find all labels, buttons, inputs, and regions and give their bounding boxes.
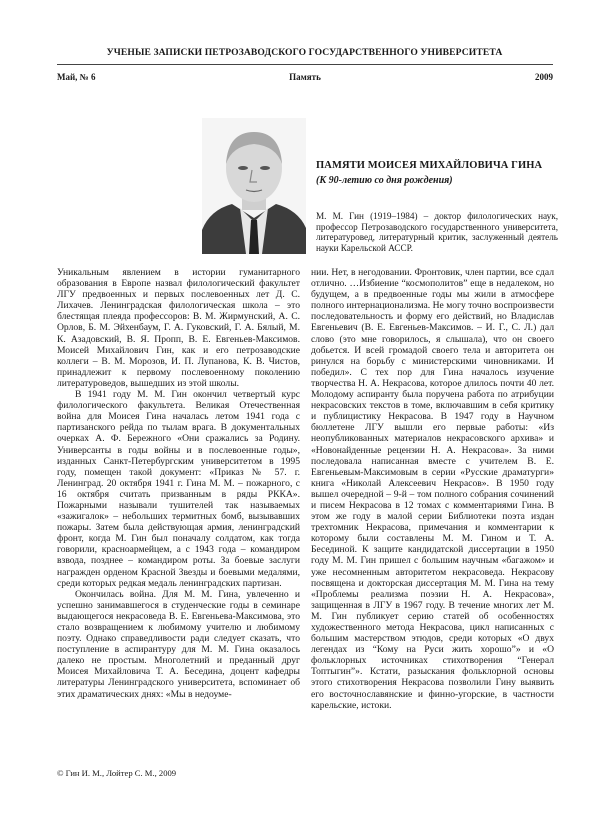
portrait-photo: [202, 118, 306, 254]
paragraph: В 1941 году М. М. Гин окончил четвертый курс филологического факультета. Великая Отечественная война для Моисея Гина началась летом 1941 года с партизанского рейда по тылам врага. В документальных очерках А. Ф. Бережного «Они сражались за Родину. Универсанты в годы войны и в послевоенные годы», изданных Санкт-Петербургским университетом в 1995 году, помещен такой документ: «Приказ № 57. г. Ленинград. 20 октября 1941 г. Гина М. М. – пожарного, с 16 октября считать призванным в ряды РККА». Пожарными называли тушителей так называемых «зажигалок» – небольших термитных бомб, вызывавших пожары. Затем была действующая армия, ленинградский фронт, когда М. Гин был поначалу солдатом, как тогда говорили, красноармейцем, а с 1943 года – командиром взвода, позднее – командиром роты. За боевые заслуги награжден орденом Красной Звезды и боевыми медалями, среди которых редкая медаль ленинградских партизан.: [57, 389, 300, 589]
issue-label: Май, № 6: [57, 72, 96, 82]
paragraph: Окончилась война. Для М. М. Гина, увлеченно и успешно занимавшегося в студенческие годы в семинаре выдающегося некрасоведа В. Е. Евгеньева-Максимова, это стало возвращением к любимому учителю и любимому поэту. Однако справедливости ради следует сказать, что поступление в аспирантуру для М. М. Гина оказалось далеко не простым. Многолетний и преданный друг Моисея Михайловича Т. А. Беседина, доцент кафедры литературы Ленинградского университета, вспоминает об этих драматических днях: «Мы в недоуме-: [57, 588, 300, 700]
article-title: ПАМЯТИ МОИСЕЯ МИХАЙЛОВИЧА ГИНА: [316, 160, 543, 171]
left-column: [57, 267, 300, 700]
copyright-note: © Гин И. М., Лойтер С. М., 2009: [57, 768, 177, 778]
article-subtitle: (К 90-летию со дня рождения): [316, 175, 453, 186]
paragraph: Уникальным явлением в истории гуманитарного образования в Европе назвал филологический факультет ЛГУ предвоенных и первых послевоенных лет Д. С. Лихачев. Ленинградская филологическая школа – это блестящая плеяда профессоров: В. М. Жирмунский, А. С. Орлов, Б. М. Эйхенбаум, Г. А. Гуковский, Г. А. Бялый, М. К. Азадовский, В. Я. Пропп, В. Е. Евгеньев-Максимов. Моисей Михайлович Гин, как и его петрозаводские коллеги – В. М. Морозов, И. П. Лупанова, К. В. Чистов, принадлежит к первому послевоенному поколению литературоведов, вышедших из этой школы.: [57, 267, 300, 389]
article-abstract: М. М. Гин (1919–1984) – доктор филологических наук, профессор Петрозаводского государственного университета, литературовед, литературный критик, заслуженный деятель науки Карельской АССР.: [316, 211, 558, 253]
year-label: 2009: [535, 72, 553, 82]
right-column: [311, 267, 554, 711]
portrait-icon: [202, 118, 306, 254]
header-rule: [57, 64, 553, 65]
section-label: Память: [289, 72, 321, 82]
paragraph: нии. Нет, в негодовании. Фронтовик, член партии, все сдал отлично. …Избиение “космополитов” еще в недалеком, но будущем, а в предвоенные годы мы жили в атмосфере полного интернационализма. Не могу точно воспроизвести последовательность и форму его действий, но Владислав Евгеньевич (В. Е. Евгеньев-Максимов. – И. Г., С. Л.) дал слово (это мне говорилось, я слышала), что он своего добьется. И всей громадой своего тела и авторитета он ринулся на борьбу с министерскими чиновниками. И победил». С тех пор для Гина началось изучение творчества Н. А. Некрасова, которое длилось почти 40 лет. Молодому аспиранту была поручена работа по атрибуции некрасовских текстов в томе, включавшим в себя критику и публицистику Некрасова. В 1947 году в Научном бюллетене ЛГУ вышли его первые работы: «Из неопубликованных материалов некрасовского архива» и «Новонайденные рецензии Н. А. Некрасова». За ними последовала написанная вместе с учителем В. Е. Евгеньевым-Максимовым в серии «Русские драматурги» книга «Николай Алексеевич Некрасов». В 1950 году вышел очередной – 9-й – том полного собрания сочинений и писем Некрасова в 12 томах с комментариями Гина. В этом же году в малой серии Библиотеки поэта издан трехтомник Некрасова, примечания и комментарии к которому были составлены М. М. Гином и Т. А. Бесединой. К защите кандидатской диссертации в 1950 году М. М. Гин пришел с большим научным «багажом» и уже несомненным авторитетом некрасоведа. Некрасову посвящена и докторская диссертация М. М. Гина на тему «Проблемы реализма поэзии Н. А. Некрасова», защищенная в ЛГУ в 1967 году. В течение многих лет М. М. Гин публикует серию статей об особенностях художественного метода Некрасова, цикл написанных с большим мастерством этюдов, среди которых «О двух легендах из “Кому на Руси жить хорошо”» и «О фольклорных источниках стихотворения “Генерал Топтыгин”». Кстати, разыскания фольклорной основы этого стихотворения Некрасова позволили Гину выявить его восточнославянские и финно-угорские, в частности карельские, истоки.: [311, 267, 554, 711]
journal-title: УЧЕНЫЕ ЗАПИСКИ ПЕТРОЗАВОДСКОГО ГОСУДАРСТВЕННОГО УНИВЕРСИТЕТА: [106, 47, 503, 58]
